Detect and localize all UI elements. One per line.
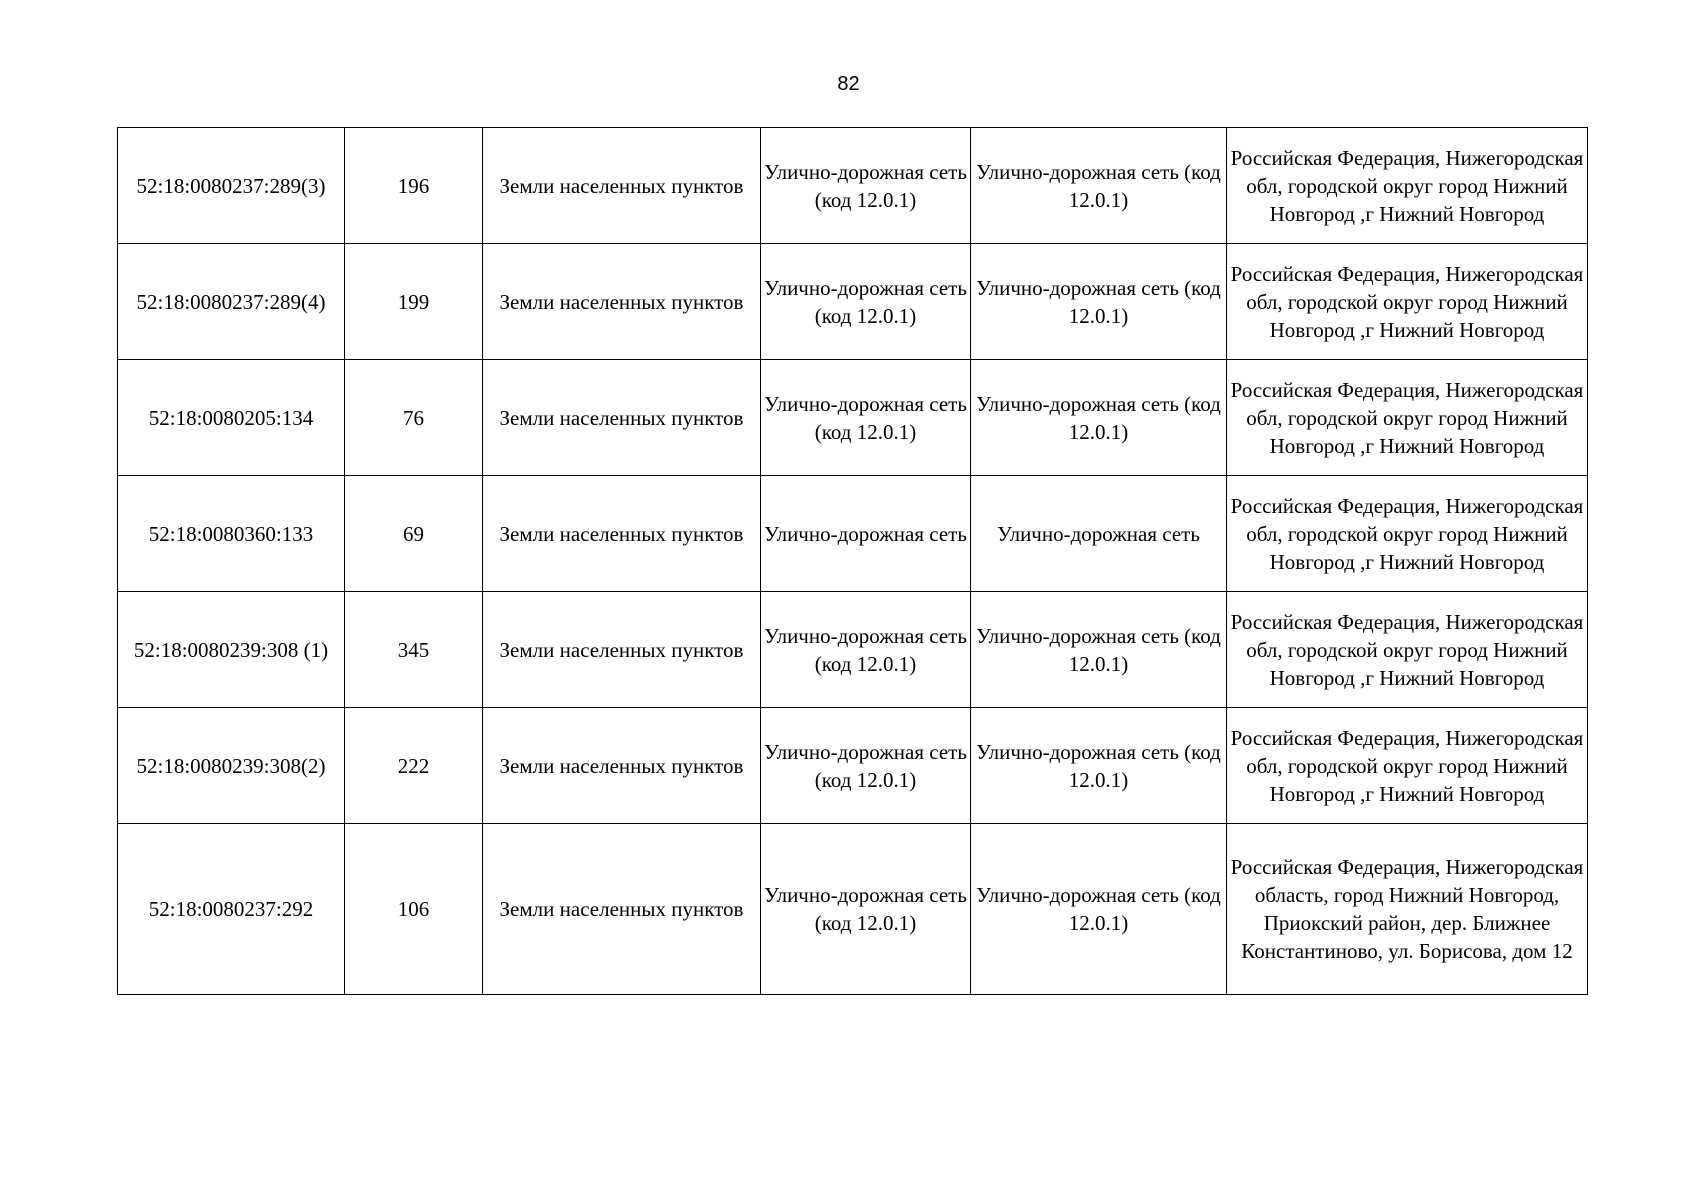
address-cell: Российская Федерация, Нижегородская обл, городской округ город Нижний Новгород ,г Нижний Новгород xyxy=(1227,592,1588,708)
actual-use-cell: Улично-дорожная сеть (код 12.0.1) xyxy=(971,360,1227,476)
area-cell: 69 xyxy=(345,476,483,592)
area-cell: 196 xyxy=(345,128,483,244)
address-cell: Российская Федерация, Нижегородская обл, городской округ город Нижний Новгород ,г Нижний Новгород xyxy=(1227,128,1588,244)
address-cell: Российская Федерация, Нижегородская обл, городской округ город Нижний Новгород ,г Нижний Новгород xyxy=(1227,708,1588,824)
table-row xyxy=(118,824,1588,995)
land-plots-table xyxy=(117,127,1588,995)
permitted-use-cell: Улично-дорожная сеть (код 12.0.1) xyxy=(761,128,971,244)
actual-use-cell: Улично-дорожная сеть (код 12.0.1) xyxy=(971,824,1227,995)
address-cell: Российская Федерация, Нижегородская обл, городской округ город Нижний Новгород ,г Нижний Новгород xyxy=(1227,476,1588,592)
table-row xyxy=(118,592,1588,708)
area-cell: 76 xyxy=(345,360,483,476)
land-category-cell: Земли населенных пунктов xyxy=(483,360,761,476)
actual-use-cell: Улично-дорожная сеть (код 12.0.1) xyxy=(971,708,1227,824)
page-number: 82 xyxy=(837,73,860,95)
permitted-use-cell: Улично-дорожная сеть (код 12.0.1) xyxy=(761,244,971,360)
table-row xyxy=(118,244,1588,360)
cadastral-number-cell: 52:18:0080205:134 xyxy=(118,360,345,476)
table-row xyxy=(118,360,1588,476)
cadastral-number-cell: 52:18:0080239:308 (1) xyxy=(118,592,345,708)
land-category-cell: Земли населенных пунктов xyxy=(483,708,761,824)
permitted-use-cell: Улично-дорожная сеть (код 12.0.1) xyxy=(761,592,971,708)
actual-use-cell: Улично-дорожная сеть (код 12.0.1) xyxy=(971,244,1227,360)
area-cell: 106 xyxy=(345,824,483,995)
cadastral-number-cell: 52:18:0080239:308(2) xyxy=(118,708,345,824)
address-cell: Российская Федерация, Нижегородская обл, городской округ город Нижний Новгород ,г Нижний Новгород xyxy=(1227,360,1588,476)
actual-use-cell: Улично-дорожная сеть (код 12.0.1) xyxy=(971,592,1227,708)
permitted-use-cell: Улично-дорожная сеть (код 12.0.1) xyxy=(761,360,971,476)
permitted-use-cell: Улично-дорожная сеть xyxy=(761,476,971,592)
land-category-cell: Земли населенных пунктов xyxy=(483,592,761,708)
cadastral-number-cell: 52:18:0080237:289(4) xyxy=(118,244,345,360)
cadastral-number-cell: 52:18:0080360:133 xyxy=(118,476,345,592)
actual-use-cell: Улично-дорожная сеть (код 12.0.1) xyxy=(971,128,1227,244)
land-category-cell: Земли населенных пунктов xyxy=(483,476,761,592)
area-cell: 199 xyxy=(345,244,483,360)
land-category-cell: Земли населенных пунктов xyxy=(483,824,761,995)
land-category-cell: Земли населенных пунктов xyxy=(483,128,761,244)
permitted-use-cell: Улично-дорожная сеть (код 12.0.1) xyxy=(761,824,971,995)
address-cell: Российская Федерация, Нижегородская обл, городской округ город Нижний Новгород ,г Нижний Новгород xyxy=(1227,244,1588,360)
area-cell: 345 xyxy=(345,592,483,708)
land-category-cell: Земли населенных пунктов xyxy=(483,244,761,360)
table-row xyxy=(118,476,1588,592)
cadastral-number-cell: 52:18:0080237:292 xyxy=(118,824,345,995)
address-cell: Российская Федерация, Нижегородская область, город Нижний Новгород, Приокский район, дер. Ближнее Константиново, ул. Борисова, дом 12 xyxy=(1227,824,1588,995)
cadastral-number-cell: 52:18:0080237:289(3) xyxy=(118,128,345,244)
area-cell: 222 xyxy=(345,708,483,824)
table-row xyxy=(118,128,1588,244)
permitted-use-cell: Улично-дорожная сеть (код 12.0.1) xyxy=(761,708,971,824)
actual-use-cell: Улично-дорожная сеть xyxy=(971,476,1227,592)
table-row xyxy=(118,708,1588,824)
